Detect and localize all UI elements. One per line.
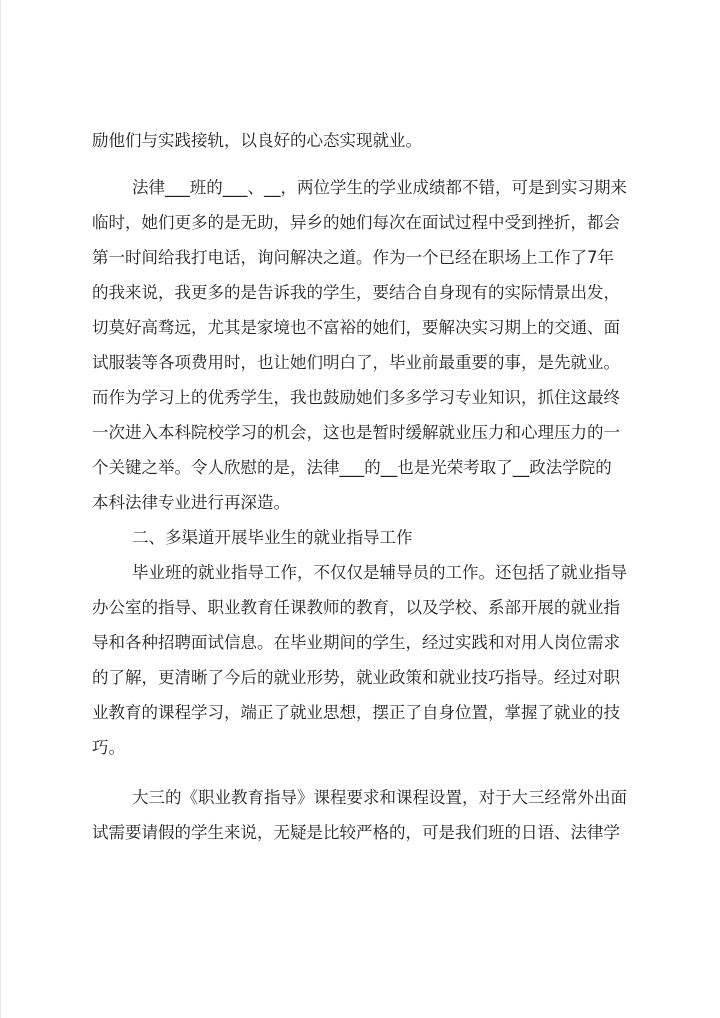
paragraph-line: 办公室的指导、职业教育任课教师的教育，以及学校、系部开展的就业指 bbox=[92, 598, 620, 617]
paragraph-line: 而作为学习上的优秀学生，我也鼓励她们多多学习专业知识，抓住这最终 bbox=[92, 388, 620, 407]
paragraph-line: 业教育的课程学习，端正了就业思想，摆正了自身位置，掌握了就业的技 bbox=[92, 703, 620, 722]
paragraph-line: 试服装等各项费用时，也让她们明白了，毕业前最重要的事，是先就业。 bbox=[92, 353, 620, 372]
paragraph-line: 临时，她们更多的是无助，异乡的她们每次在面试过程中受到挫折，都会 bbox=[92, 213, 620, 232]
paragraph-line: 第一时间给我打电话，询问解决之道。作为一个已经在职场上工作了7年 bbox=[92, 248, 614, 267]
page-edge bbox=[0, 0, 1, 1018]
paragraph-line: 法律___班的___、__，两位学生的学业成绩都不错，可是到实习期来 bbox=[132, 178, 627, 197]
paragraph-line: 试需要请假的学生来说，无疑是比较严格的，可是我们班的日语、法律学 bbox=[92, 823, 620, 842]
paragraph-line: 一次进入本科院校学习的机会，这也是暂时缓解就业压力和心理压力的一 bbox=[92, 423, 620, 442]
paragraph-line: 导和各种招聘面试信息。在毕业期间的学生，经过实践和对用人岗位需求 bbox=[92, 633, 620, 652]
paragraph-line: 个关键之举。令人欣慰的是，法律___的__也是光荣考取了__政法学院的 bbox=[92, 458, 612, 477]
paragraph-line: 本科法律专业进行再深造。 bbox=[92, 493, 290, 512]
paragraph-line: 毕业班的就业指导工作，不仅仅是辅导员的工作。还包括了就业指导 bbox=[132, 563, 627, 582]
section-heading: 二、多渠道开展毕业生的就业指导工作 bbox=[132, 528, 413, 547]
paragraph-line: 的了解，更清晰了今后的就业形势，就业政策和就业技巧指导。经过对职 bbox=[92, 668, 620, 687]
paragraph-line: 切莫好高骛远，尤其是家境也不富裕的她们，要解决实习期上的交通、面 bbox=[92, 318, 620, 337]
paragraph-line: 励他们与实践接轨，以良好的心态实现就业。 bbox=[92, 131, 422, 150]
paragraph-line: 的我来说，我更多的是告诉我的学生，要结合自身现有的实际情景出发， bbox=[92, 283, 620, 302]
paragraph-line: 巧。 bbox=[92, 738, 125, 757]
paragraph-line: 大三的《职业教育指导》课程要求和课程设置，对于大三经常外出面 bbox=[132, 788, 627, 807]
